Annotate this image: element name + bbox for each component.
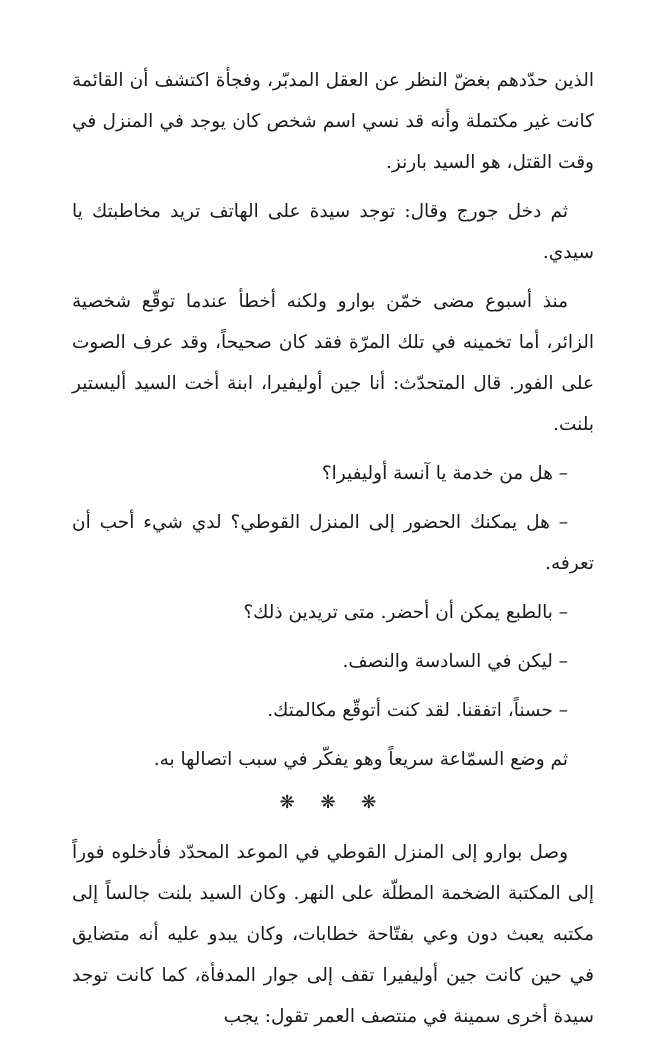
dialog-line: – حسناً، اتفقنا. لقد كنت أتوقّع مكالمتك.	[267, 700, 568, 721]
paragraph-caller: منذ أسبوع مضى خمّن بوارو ولكنه أخطأ عندما توقّع شخصية الزائر، أما تخمينه في تلك المرّة فقد كان صحيحاً، وقد عرف الصوت على الفور. قال المتحدّث: أنا جين أوليفيرا، ابنة أخت السيد أليستير بلنت.	[72, 291, 594, 435]
dialog-line: – ليكن في السادسة والنصف.	[342, 651, 568, 672]
dialog-line: – هل من خدمة يا آنسة أوليفيرا؟	[321, 463, 568, 484]
paragraph-arrival: وصل بوارو إلى المنزل القوطي في الموعد المحدّد فأدخلوه فوراً إلى المكتبة الضخمة المطلّة على النهر. وكان السيد بلنت جالساً إلى مكتبه يعبث دون وعي بفتّاحة خطابات، وكان يبدو عليه أنه متضايق في حين كانت جين أوليفيرا تقف إلى جوار المدفأة، كما كانت توجد سيدة أخرى سمينة في منتصف العمر تقول: يجب	[72, 842, 594, 1027]
dialog-line: – هل يمكنك الحضور إلى المنزل القوطي؟ لدي شيء أحب أن تعرفه.	[72, 512, 594, 574]
book-page	[72, 60, 594, 1045]
paragraph-george-enters: ثم دخل جورج وقال: توجد سيدة على الهاتف تريد مخاطبتك يا سيدي.	[72, 201, 594, 263]
dialog-line: – بالطبع يمكن أن أحضر. متى تريدين ذلك؟	[243, 602, 568, 623]
paragraph-hangs-up: ثم وضع السمّاعة سريعاً وهو يفكّر في سبب اتصالها به.	[153, 749, 568, 770]
section-separator: ❋ ❋ ❋	[279, 792, 387, 813]
paragraph-continuation: الذين حدّدهم بغضّ النظر عن العقل المدبّر، وفجأة اكتشف أن القائمة كانت غير مكتملة وأنه قد نسي اسم شخص كان يوجد في المنزل في وقت القتل، هو السيد بارنز.	[72, 70, 594, 173]
